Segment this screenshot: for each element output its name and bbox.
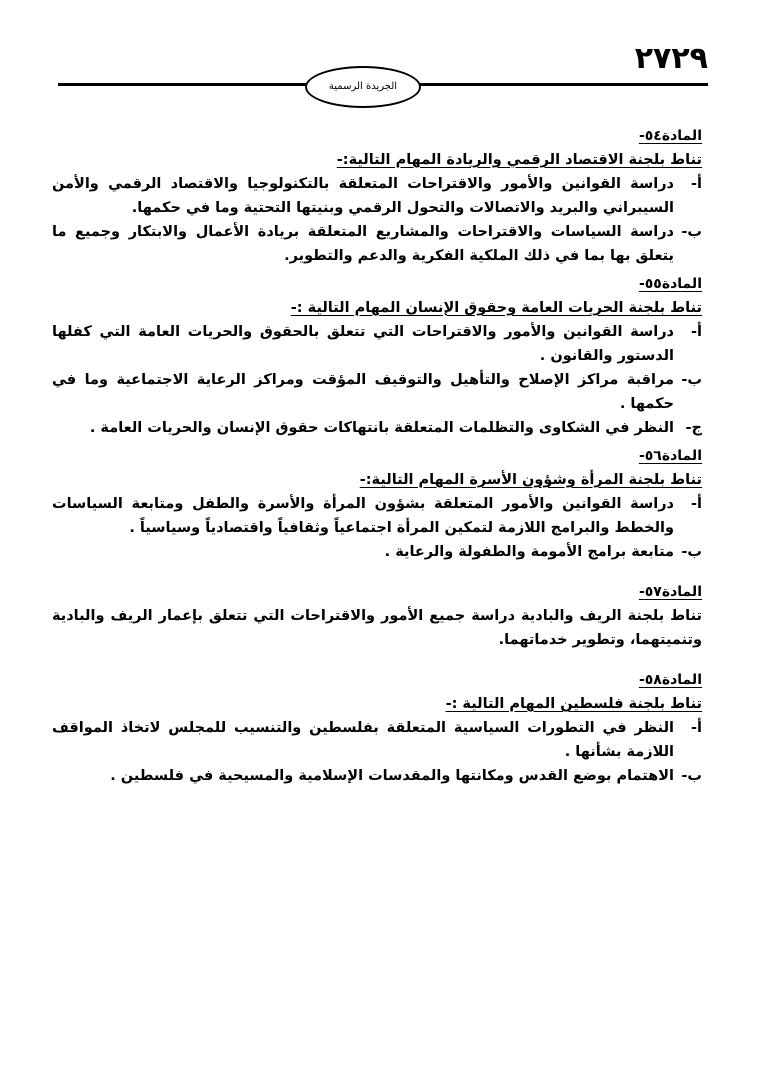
article-57 [52, 580, 702, 652]
article-body: تناط بلجنة الريف والبادية دراسة جميع الأمور والاقتراحات التي تتعلق بإعمار الريف والبادية وتنميتهما، وتطوير خدماتهما. [52, 608, 702, 648]
article-lead: تناط بلجنة المرأة وشؤون الأسرة المهام التالية:- [359, 472, 702, 488]
item-marker: ب- [681, 224, 702, 240]
item-text: الاهتمام بوضع القدس ومكانتها والمقدسات الإسلامية والمسيحية في فلسطين . [110, 768, 674, 784]
article-title: المادة٥٨- [638, 672, 702, 688]
item-marker: ب- [681, 372, 702, 388]
article-58 [52, 668, 702, 788]
list-item [52, 368, 702, 416]
list-item [52, 416, 702, 440]
list-item [52, 220, 702, 268]
article-title: المادة٥٦- [638, 448, 702, 464]
article-title: المادة٥٧- [638, 584, 702, 600]
item-text: دراسة القوانين والأمور المتعلقة بشؤون المرأة والأسرة والطفل ومتابعة السياسات والخطط والبرامج اللازمة لتمكين المرأة اجتماعياً وثقافياً واقتصادياً وسياسياً . [52, 496, 674, 536]
item-marker: أ- [691, 176, 702, 192]
article-54 [52, 124, 702, 268]
gazette-name: الجريدة الرسمية [328, 81, 398, 92]
item-marker: أ- [691, 496, 702, 512]
item-marker: أ- [691, 720, 702, 736]
list-item [52, 716, 702, 764]
item-text: دراسة القوانين والأمور والاقتراحات المتعلقة بالتكنولوجيا والاقتصاد الرقمي والأمن السيبراني والبريد والاتصالات والتحول الرقمي وبنيتها التحتية وما في حكمها. [52, 176, 674, 216]
article-lead: تناط بلجنة الاقتصاد الرقمي والريادة المهام التالية:- [336, 152, 702, 168]
article-55 [52, 272, 702, 440]
list-item [52, 320, 702, 368]
article-title: المادة٥٤- [638, 128, 702, 144]
list-item [52, 172, 702, 220]
article-lead: تناط بلجنة الحريات العامة وحقوق الإنسان المهام التالية :- [290, 300, 702, 316]
item-text: دراسة القوانين والأمور والاقتراحات التي تتعلق بالحقوق والحريات العامة التي كفلها الدستور والقانون . [52, 324, 674, 364]
item-text: النظر في الشكاوى والتظلمات المتعلقة بانتهاكات حقوق الإنسان والحريات العامة . [89, 420, 674, 436]
item-marker: ب- [681, 544, 702, 560]
list-item [52, 764, 702, 788]
page-number: ٢٧٢٩ [634, 41, 708, 76]
article-title: المادة٥٥- [638, 276, 702, 292]
item-text: مراقبة مراكز الإصلاح والتأهيل والتوقيف المؤقت ومراكز الرعاية الاجتماعية وما في حكمها . [52, 372, 674, 412]
document-body [52, 124, 702, 788]
item-text: متابعة برامج الأمومة والطفولة والرعاية . [384, 544, 674, 560]
list-item [52, 492, 702, 540]
item-text: دراسة السياسات والاقتراحات والمشاريع المتعلقة بريادة الأعمال والابتكار وجميع ما يتعلق بها بما في ذلك الملكية الفكرية والدعم والتطوير. [52, 224, 674, 264]
article-56 [52, 444, 702, 564]
article-lead: تناط بلجنة فلسطين المهام التالية :- [445, 696, 702, 712]
gazette-name-oval [305, 66, 421, 108]
list-item [52, 540, 702, 564]
item-text: النظر في التطورات السياسية المتعلقة بفلسطين والتنسيب للمجلس لاتخاذ المواقف اللازمة بشأنها . [52, 720, 674, 760]
item-marker: ج- [685, 420, 702, 436]
item-marker: أ- [691, 324, 702, 340]
item-marker: ب- [681, 768, 702, 784]
